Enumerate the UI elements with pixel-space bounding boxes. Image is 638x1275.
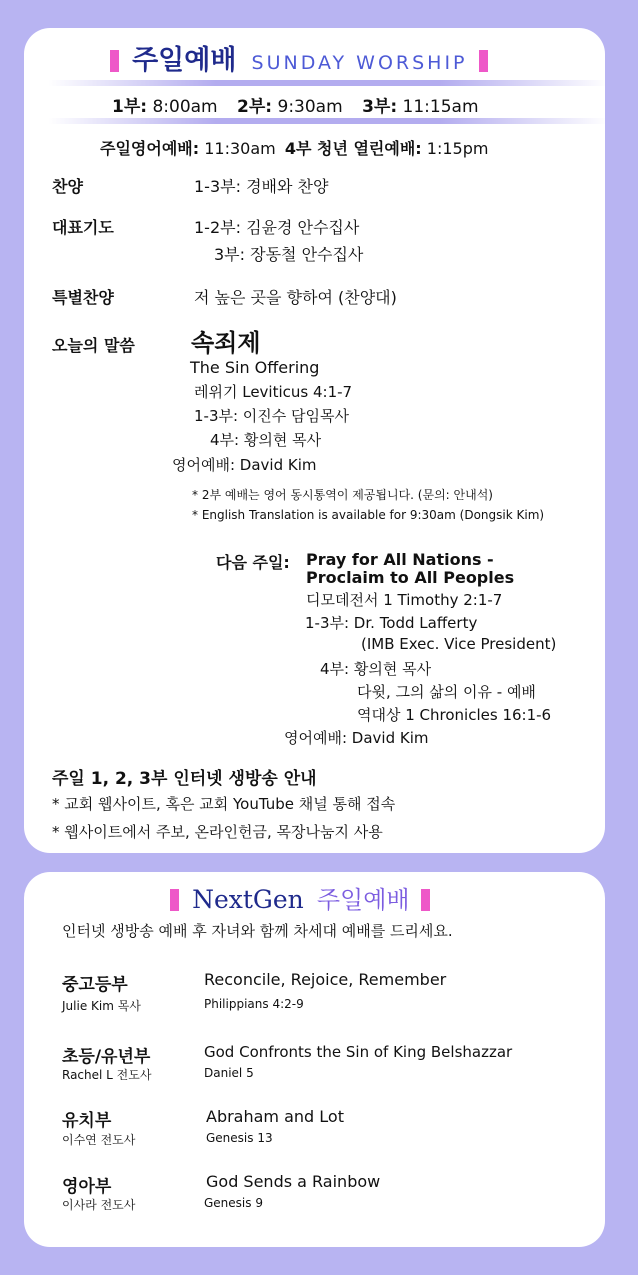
pink-bar-icon [421, 889, 430, 911]
sermon-scripture: 레위기 Leviticus 4:1-7 [194, 383, 353, 401]
youth-service-time: 1:15pm [426, 139, 489, 158]
next-sermon-title: 다윗, 그의 삶의 이유 - 예배 [357, 683, 536, 701]
next-title: Proclaim to All Peoples [306, 568, 515, 587]
lesson-title: God Sends a Rainbow [206, 1172, 381, 1191]
lesson-scripture: Genesis 9 [204, 1196, 263, 1210]
lesson-title: God Confronts the Sin of King Belshazzar [204, 1043, 513, 1061]
sermon-title-ko: 속죄제 [191, 329, 261, 357]
divider-band [48, 118, 608, 124]
next-preacher: 4부: 황의현 목사 [320, 660, 432, 678]
service-time-value: 9:30am [277, 97, 343, 117]
dept-name: 초등/유년부 [62, 1047, 151, 1067]
dept-name: 중고등부 [62, 975, 128, 995]
dept-leader: Rachel L 전도사 [62, 1068, 152, 1082]
sermon-preacher: 영어예배: David Kim [172, 456, 317, 474]
dept-name: 영아부 [62, 1177, 112, 1197]
next-preacher: 영어예배: David Kim [284, 729, 429, 747]
nextgen-intro: 인터넷 생방송 예배 후 자녀와 함께 차세대 예배를 드리세요. [62, 922, 453, 940]
nextgen-card [24, 872, 605, 1247]
english-service-label: 주일영어예배: [100, 139, 200, 158]
service-time-label: 2부: [237, 97, 273, 117]
service-times [112, 92, 479, 117]
next-scripture: 디모데전서 1 Timothy 2:1-7 [306, 591, 503, 609]
lesson-scripture: Philippians 4:2-9 [204, 997, 304, 1011]
special-value: 저 높은 곳을 향하여 (찬양대) [194, 288, 397, 307]
worship-heading [110, 38, 488, 77]
next-title: Pray for All Nations - [306, 550, 494, 569]
lesson-scripture: Daniel 5 [204, 1066, 254, 1080]
service-time-label: 3부: [362, 97, 398, 117]
sermon-label: 오늘의 말씀 [52, 336, 135, 355]
next-preacher-title: (IMB Exec. Vice President) [361, 635, 557, 653]
service-time-label: 1부: [112, 97, 148, 117]
prayer-line: 3부: 장동철 안수집사 [214, 245, 364, 264]
special-label: 특별찬양 [52, 288, 114, 307]
youth-service-label: 4부 청년 열린예배: [284, 139, 422, 158]
sunday-worship-card [24, 28, 605, 853]
pink-bar-icon [170, 889, 179, 911]
dept-leader: 이수연 전도사 [62, 1133, 136, 1147]
lesson-title: Reconcile, Rejoice, Remember [204, 970, 447, 989]
translation-note-ko: * 2부 예배는 영어 동시통역이 제공됩니다. (문의: 안내석) [192, 488, 493, 502]
english-service-time: 11:30am [204, 139, 276, 158]
service-time-value: 11:15am [402, 97, 479, 117]
sermon-preacher: 1-3부: 이진수 담임목사 [194, 407, 350, 425]
divider-band [48, 80, 608, 86]
dept-leader: 이사라 전도사 [62, 1198, 136, 1212]
pink-bar-icon [110, 50, 119, 72]
nextgen-title-en: NextGen [192, 885, 304, 914]
lesson-scripture: Genesis 13 [206, 1131, 273, 1145]
nextgen-heading [170, 880, 430, 915]
dept-name: 유치부 [62, 1111, 112, 1131]
sermon-title-en: The Sin Offering [190, 358, 320, 377]
lesson-title: Abraham and Lot [206, 1107, 344, 1126]
translation-note-en: * English Translation is available for 9:30am (Dongsik Kim) [192, 508, 545, 522]
live-line: * 교회 웹사이트, 혹은 교회 YouTube 채널 통해 접속 [52, 795, 396, 813]
worship-title-ko: 주일예배 [132, 45, 237, 76]
prayer-line: 1-2부: 김윤경 안수집사 [194, 218, 360, 237]
prayer-label: 대표기도 [52, 218, 114, 237]
next-preacher: 1-3부: Dr. Todd Lafferty [305, 614, 478, 632]
live-title: 주일 1, 2, 3부 인터넷 생방송 안내 [52, 769, 317, 789]
nextgen-title-ko: 주일예배 [316, 886, 410, 914]
next-sunday-label: 다음 주일: [216, 553, 290, 572]
other-services [100, 136, 488, 159]
dept-leader: Julie Kim 목사 [62, 999, 141, 1013]
live-line: * 웹사이트에서 주보, 온라인헌금, 목장나눔지 사용 [52, 823, 383, 841]
hymn-label: 찬양 [52, 177, 83, 196]
service-time-value: 8:00am [152, 97, 218, 117]
worship-title-en: SUNDAY WORSHIP [251, 52, 468, 74]
next-sermon-scripture: 역대상 1 Chronicles 16:1-6 [357, 706, 552, 724]
pink-bar-icon [479, 50, 488, 72]
hymn-value: 1-3부: 경배와 찬양 [194, 177, 329, 196]
sermon-preacher: 4부: 황의현 목사 [210, 431, 322, 449]
